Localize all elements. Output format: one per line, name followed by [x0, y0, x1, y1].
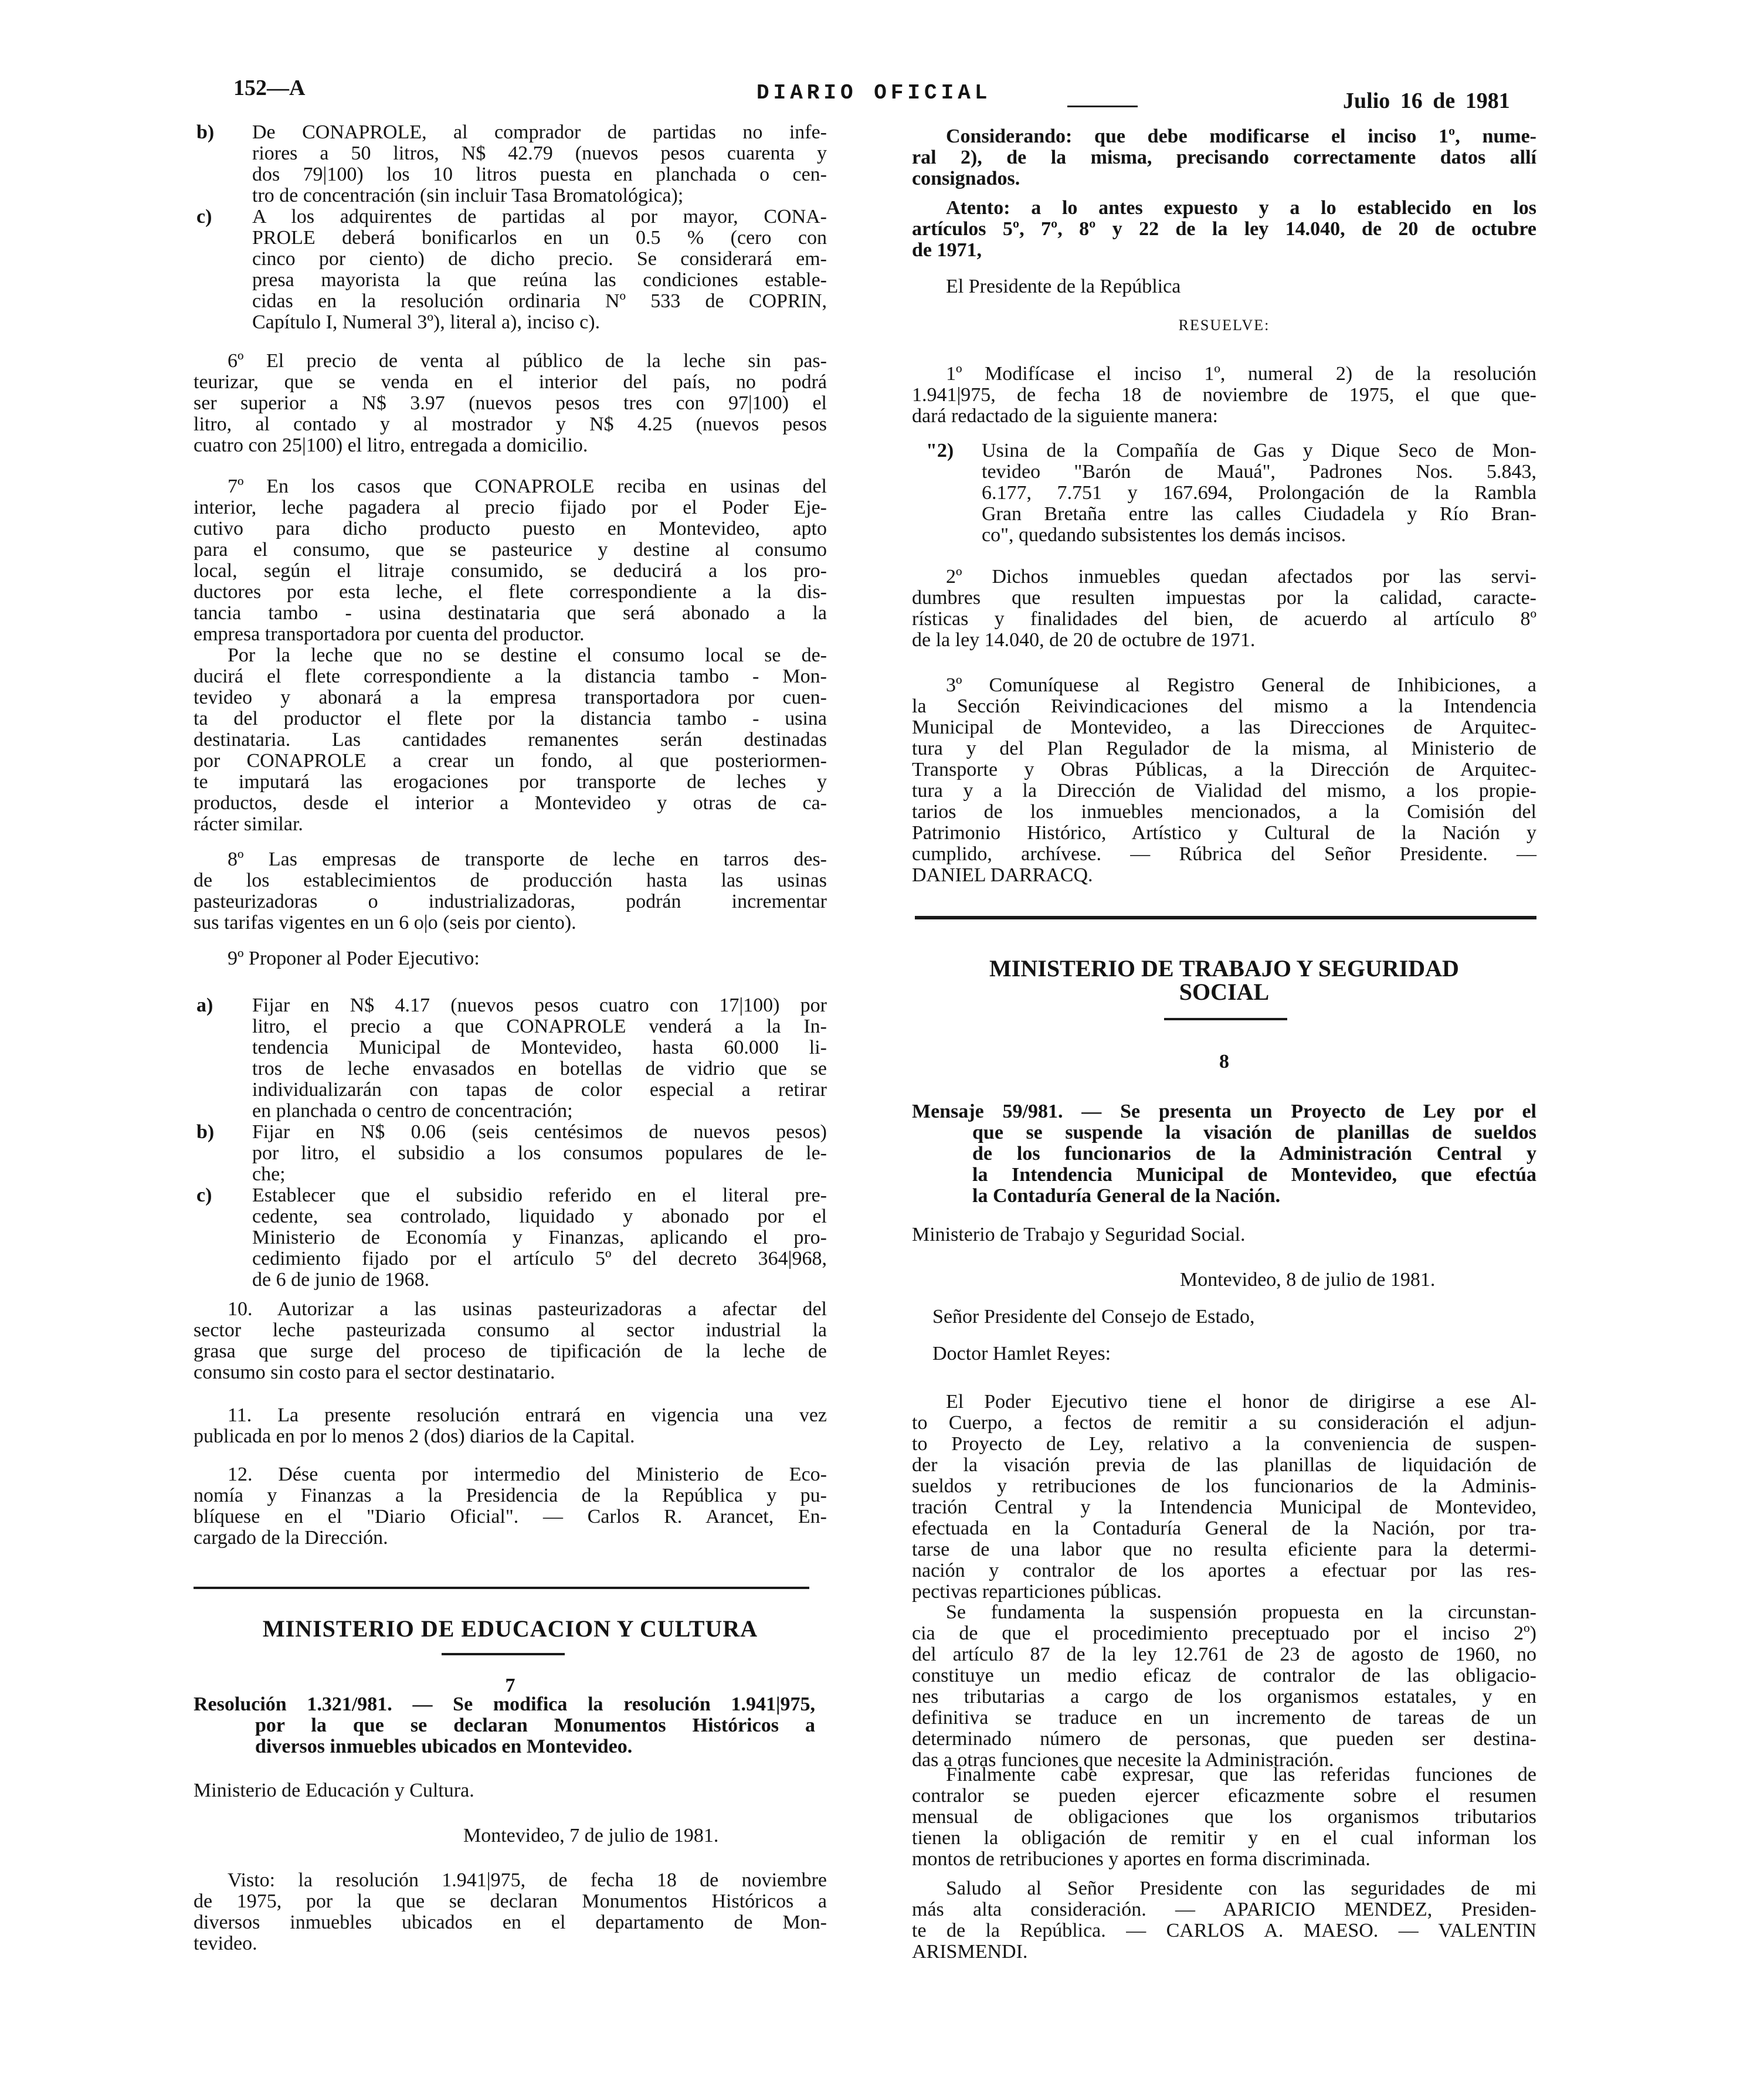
- text-line: nes tributarias a cargo de los organismos estatales, y en: [912, 1686, 1536, 1707]
- article-7-continued: [194, 645, 827, 835]
- text-line: cumplido, archívese. — Rúbrica del Señor Presidente. —: [912, 843, 1536, 865]
- text-line: der la visación previa de las planillas de liquidación de: [912, 1454, 1536, 1476]
- text-line: rácter similar.: [194, 813, 303, 835]
- text-line: de 1971,: [912, 239, 982, 261]
- text-line: ral 2), de la misma, precisando correctamente datos allí: [912, 147, 1536, 168]
- text-line: tura y del Plan Regulador de la misma, al Ministerio de: [912, 738, 1536, 759]
- text-line: Finalmente cabe expresar, que las referidas funciones de: [946, 1764, 1536, 1785]
- text-line: de 6 de junio de 1968.: [252, 1269, 430, 1291]
- text-line: definitiva se traduce en un incremento de tareas de un: [912, 1707, 1536, 1729]
- text-line: ta del productor el flete por la distancia tambo - usina: [194, 708, 827, 729]
- text-line: consignados.: [912, 168, 1020, 189]
- text-line: 3º Comuníquese al Registro General de Inhibiciones, a: [946, 674, 1536, 696]
- text-line: 1º Modifícase el inciso 1º, numeral 2) de la resolución: [946, 363, 1536, 385]
- text-line: tura y a la Dirección de Vialidad del mismo, a los propie-: [912, 780, 1536, 802]
- text-line: la Sección Reivindicaciones del mismo a la Intendencia: [912, 695, 1536, 717]
- heading-underline: [1164, 1018, 1287, 1020]
- section-number: 7: [505, 1675, 515, 1696]
- text-line: co", quedando subsistentes los demás incisos.: [982, 524, 1346, 546]
- text-line: dumbres que resulten impuestas por la calidad, caracte-: [912, 587, 1536, 609]
- ministry-heading-line-2: SOCIAL: [1179, 979, 1270, 1005]
- text-line: dará redactado de la siguiente manera:: [912, 405, 1219, 427]
- text-line: por CONAPROLE a crear un fondo, al que posteriormen-: [194, 750, 827, 772]
- text-line: Se fundamenta la suspensión propuesta en la circunstan-: [946, 1601, 1536, 1623]
- text-line: to Cuerpo, a fectos de remitir a su consideración el adjun-: [912, 1412, 1536, 1434]
- text-line: litro, el precio a que CONAPROLE venderá a la In-: [252, 1016, 827, 1037]
- text-line: DANIEL DARRACQ.: [912, 864, 1093, 886]
- text-line: artículos 5º, 7º, 8º y 22 de la ley 14.040, de 20 de octubre: [912, 218, 1536, 240]
- text-line: más alta consideración. — APARICIO MENDEZ, Presiden-: [912, 1899, 1536, 1920]
- text-line: cedente, sea controlado, liquidado y abonado por el: [252, 1206, 827, 1227]
- list-marker: b): [196, 1121, 215, 1143]
- text-line: ser superior a N$ 3.97 (nuevos pesos tres con 97|100) el: [194, 392, 827, 414]
- item-9b: [196, 1121, 827, 1185]
- text-line: diversos inmuebles ubicados en Montevideo.: [255, 1736, 633, 1757]
- text-line: cia de que el procedimiento preceptuado por el inciso 2º): [912, 1622, 1536, 1644]
- text-line: para el consumo, que se pasteurice y destine al consumo: [194, 539, 827, 561]
- text-line: tevideo.: [194, 1933, 257, 1954]
- text-line: ARISMENDI.: [912, 1941, 1028, 1963]
- text-line: productos, desde el interior a Montevideo y otras de ca-: [194, 792, 827, 814]
- text-line: das a otras funciones que necesite la Administración.: [912, 1749, 1334, 1771]
- resolve-article-3: [912, 675, 1536, 886]
- text-line: constituye un medio eficaz de contralor de las obligacio-: [912, 1665, 1536, 1686]
- text-line: 6.177, 7.751 y 167.694, Prolongación de la Rambla: [982, 482, 1536, 504]
- text-line: tarios de los inmuebles mencionados, a la Comisión del: [912, 801, 1536, 823]
- heading-underline: [442, 1653, 565, 1655]
- mensaje-summary: [972, 1122, 1536, 1207]
- text-line: Ministerio de Economía y Finanzas, aplicando el pro-: [252, 1227, 827, 1248]
- text-line: A los adquirentes de partidas al por mayor, CONA-: [252, 206, 827, 228]
- article-8: [194, 849, 827, 933]
- text-line: que se suspende la visación de planillas de sueldos: [972, 1122, 1536, 1143]
- text-line: Visto: la resolución 1.941|975, de fecha 18 de noviembre: [228, 1869, 827, 1891]
- place-date: Montevideo, 7 de julio de 1981.: [463, 1825, 719, 1846]
- ministry-heading: MINISTERIO DE EDUCACION Y CULTURA: [262, 1615, 758, 1642]
- text-line: teurizar, que se venda en el interior del país, no podrá: [194, 371, 827, 393]
- text-line: diversos inmuebles ubicados en el departamento de Mon-: [194, 1912, 827, 1933]
- item-9a: [196, 994, 827, 1122]
- section-divider: [915, 916, 1536, 919]
- text-line: 11. La presente resolución entrará en vigencia una vez: [228, 1404, 827, 1426]
- text-line: local, según el litraje consumido, se deducirá a los pro-: [194, 560, 827, 582]
- list-marker: a): [196, 994, 213, 1016]
- list-marker: c): [196, 1184, 212, 1206]
- text-line: en planchada o centro de concentración;: [252, 1100, 573, 1122]
- text-line: 2º Dichos inmuebles quedan afectados por las servi-: [946, 566, 1536, 588]
- text-line: De CONAPROLE, al comprador de partidas no infe-: [252, 121, 827, 143]
- text-line: Por la leche que no se destine el consumo local se de-: [228, 644, 827, 666]
- text-line: de los establecimientos de producción hasta las usinas: [194, 870, 827, 891]
- text-line: determinado número de personas, que pueden ser destina-: [912, 1728, 1536, 1750]
- text-line: tro de concentración (sin incluir Tasa Bromatológica);: [252, 185, 684, 206]
- section-divider: [194, 1587, 809, 1589]
- text-line: tarse de una labor que no resulta eficiente para la determi-: [912, 1539, 1536, 1560]
- list-marker: "2): [926, 440, 954, 461]
- text-line: rísticas y finalidades del bien, de acuerdo al artículo 8º: [912, 608, 1536, 630]
- text-line: 7º En los casos que CONAPROLE reciba en usinas del: [228, 476, 827, 497]
- article-10: [194, 1299, 827, 1383]
- text-line: tancia tambo - usina destinataria que será abonado a la: [194, 602, 827, 624]
- text-line: cedimiento fijado por el artículo 5º del decreto 364|968,: [252, 1248, 827, 1269]
- text-line: sueldos y retribuciones de los funcionarios de la Adminis-: [912, 1475, 1536, 1497]
- section-number: 8: [1219, 1051, 1229, 1072]
- article-11: [194, 1405, 827, 1447]
- text-line: de los funcionarios de la Administración Central y: [972, 1143, 1536, 1165]
- text-line: 10. Autorizar a las usinas pasteurizadoras a afectar del: [228, 1298, 827, 1320]
- text-line: Establecer que el subsidio referido en el literal pre-: [252, 1184, 827, 1206]
- text-line: 12. Dése cuenta por intermedio del Ministerio de Eco-: [228, 1464, 827, 1485]
- text-line: cidas en la resolución ordinaria Nº 533 de COPRIN,: [252, 290, 827, 312]
- text-line: che;: [252, 1163, 286, 1185]
- text-line: cinco por ciento) de dicho precio. Se considerará em-: [252, 248, 827, 270]
- atento-paragraph: [912, 198, 1536, 261]
- text-line: la Intendencia Municipal de Montevideo, que efectúa: [972, 1164, 1536, 1186]
- text-line: por la que se declaran Monumentos Históricos a: [255, 1715, 815, 1736]
- text-line: interior, leche pagadera al precio fijado por el Poder Eje-: [194, 497, 827, 518]
- text-line: contralor se pueden ejercer eficazmente sobre el resumen: [912, 1785, 1536, 1807]
- place-date: Montevideo, 8 de julio de 1981.: [1180, 1269, 1436, 1291]
- text-line: nomía y Finanzas a la Presidencia de la República y pu-: [194, 1485, 827, 1506]
- resolution-summary: [194, 1694, 815, 1757]
- visto-paragraph: [194, 1870, 827, 1954]
- text-line: Resolución 1.321/981. — Se modifica la resolución 1.941|975,: [194, 1693, 815, 1715]
- item-c: [196, 206, 827, 333]
- addressee: Doctor Hamlet Reyes:: [932, 1343, 1111, 1364]
- text-line: Transporte y Obras Públicas, a la Dirección de Arquitec-: [912, 759, 1536, 780]
- text-line: tevideo "Barón de Mauá", Padrones Nos. 5.843,: [982, 461, 1536, 483]
- text-line: pasteurizadoras o industrializadoras, podrán incrementar: [194, 891, 827, 912]
- article-12: [194, 1464, 827, 1549]
- article-9: [194, 948, 827, 969]
- text-line: la Contaduría General de la Nación.: [972, 1185, 1281, 1207]
- text-line: Capítulo I, Numeral 3º), literal a), inciso c).: [252, 311, 601, 333]
- list-marker: b): [196, 121, 215, 143]
- poder-paragraph: [912, 1391, 1536, 1603]
- text-line: grasa que surge del proceso de tipificación de la leche de: [194, 1340, 827, 1362]
- text-line: por litro, el subsidio a los consumos populares de le-: [252, 1142, 827, 1164]
- publication-title: DIARIO OFICIAL: [757, 81, 992, 105]
- text-line: Saludo al Señor Presidente con las seguridades de mi: [946, 1878, 1536, 1899]
- text-line: cutivo para dicho producto puesto en Montevideo, apto: [194, 518, 827, 539]
- text-line: Municipal de Montevideo, a las Direcciones de Arquitec-: [912, 717, 1536, 738]
- text-line: El Poder Ejecutivo tiene el honor de dirigirse a ese Al-: [946, 1391, 1536, 1413]
- text-line: tevideo y abonará a la empresa transportadora por cuen-: [194, 687, 827, 708]
- text-line: cargado de la Dirección.: [194, 1527, 388, 1549]
- text-line: 8º Las empresas de transporte de leche en tarros des-: [228, 848, 827, 870]
- text-line: tendencia Municipal de Montevideo, hasta 60.000 li-: [252, 1037, 827, 1058]
- salutation: Señor Presidente del Consejo de Estado,: [932, 1306, 1255, 1328]
- text-line: Usina de la Compañía de Gas y Dique Seco de Mon-: [982, 440, 1536, 461]
- text-line: ducirá el flete correspondiente a la distancia tambo - Mon-: [194, 666, 827, 687]
- text-line: riores a 50 litros, N$ 42.79 (nuevos pesos cuarenta y: [252, 142, 827, 164]
- text-line: Gran Bretaña entre las calles Ciudadela y Río Bran-: [982, 503, 1536, 525]
- page-number: 152—A: [233, 76, 306, 100]
- text-line: blíquese en el "Diario Oficial". — Carlos R. Arancet, En-: [194, 1506, 827, 1527]
- text-line: de la ley 14.040, de 20 de octubre de 1971.: [912, 629, 1256, 651]
- text-line: 6º El precio de venta al público de la leche sin pas-: [228, 350, 827, 372]
- text-line: cuatro con 25|100) el litro, entregada a domicilio.: [194, 434, 588, 456]
- text-line: mensual de obligaciones que los organismos tributarios: [912, 1806, 1536, 1828]
- text-line: nación y contralor de los aportes a efectuar por las res-: [912, 1560, 1536, 1581]
- ministry-line: Ministerio de Educación y Cultura.: [194, 1780, 474, 1801]
- item-b: [196, 121, 827, 206]
- fundamenta-paragraph: [912, 1602, 1536, 1771]
- text-line: del artículo 87 de la ley 12.761 de 23 de agosto de 1960, no: [912, 1644, 1536, 1665]
- quoted-numeral-2: [926, 440, 1536, 546]
- text-line: PROLE deberá bonificarlos en un 0.5 % (cero con: [252, 227, 827, 249]
- text-line: te imputará las erogaciones por transporte de leches y: [194, 771, 827, 793]
- text-line: publicada en por lo menos 2 (dos) diarios de la Capital.: [194, 1425, 635, 1447]
- text-line: sus tarifas vigentes en un 6 o|o (seis por ciento).: [194, 912, 576, 933]
- text-line: presa mayorista la que reúna las condiciones estable-: [252, 269, 827, 291]
- text-line: litro, al contado y al mostrador y N$ 4.25 (nuevos pesos: [194, 413, 827, 435]
- text-line: Considerando: que debe modificarse el inciso 1º, nume-: [946, 125, 1536, 147]
- text-line: de 1975, por la que se declaran Monumentos Históricos a: [194, 1890, 827, 1912]
- text-line: sector leche pasteurizada consumo al sector industrial la: [194, 1319, 827, 1341]
- text-line: pectivas reparticiones públicas.: [912, 1581, 1162, 1603]
- text-line: tienen la obligación de remitir y en el cual informan los: [912, 1827, 1536, 1849]
- text-line: Fijar en N$ 4.17 (nuevos pesos cuatro con 17|100) por: [252, 994, 827, 1016]
- text-line: montos de retribuciones y aportes en forma discriminada.: [912, 1848, 1371, 1870]
- item-9c: [196, 1184, 827, 1291]
- resolve-article-2: [912, 566, 1536, 651]
- text-line: destinataria. Las cantidades remanentes serán destinadas: [194, 729, 827, 751]
- ministry-line: Ministerio de Trabajo y Seguridad Social.: [912, 1224, 1246, 1245]
- text-line: efectuada en la Contaduría General de la Nación, por tra-: [912, 1518, 1536, 1539]
- text-line: ductores por esta leche, el flete correspondiente a la dis-: [194, 581, 827, 603]
- text-line: empresa transportadora por cuenta del productor.: [194, 623, 585, 645]
- issuer-line: El Presidente de la República: [946, 276, 1181, 297]
- text-line: dos 79|100) los 10 litros puesta en planchada o cen-: [252, 164, 827, 185]
- text-line: tración Central y la Intendencia Municipal de Montevideo,: [912, 1496, 1536, 1518]
- text-line: 9º Proponer al Poder Ejecutivo:: [228, 948, 480, 969]
- article-6: [194, 351, 827, 456]
- text-line: Fijar en N$ 0.06 (seis centésimos de nuevos pesos): [252, 1121, 827, 1143]
- considerando-paragraph: [912, 126, 1536, 189]
- finalmente-paragraph: [912, 1764, 1536, 1870]
- saludo-paragraph: [912, 1878, 1536, 1963]
- text-line: individualizarán con tapas de color especial a retirar: [252, 1079, 827, 1101]
- resolve-article-1: [912, 364, 1536, 427]
- mensaje-title: Mensaje 59/981. — Se presenta un Proyecto de Ley por el: [912, 1101, 1536, 1122]
- resuelve-label: RESUELVE:: [1178, 317, 1270, 334]
- text-line: 1.941|975, de fecha 18 de noviembre de 1975, el que que-: [912, 384, 1536, 406]
- issue-date: Julio 16 de 1981: [1343, 89, 1510, 113]
- text-line: to Proyecto de Ley, relativo a la conveniencia de suspen-: [912, 1433, 1536, 1455]
- header-rule: [1067, 106, 1138, 107]
- text-line: consumo sin costo para el sector destinatario.: [194, 1362, 555, 1383]
- text-line: Patrimonio Histórico, Artístico y Cultural de la Nación y: [912, 822, 1536, 844]
- text-line: tros de leche envasados en botellas de vidrio que se: [252, 1058, 827, 1079]
- ministry-heading-line-1: MINISTERIO DE TRABAJO Y SEGURIDAD: [989, 955, 1459, 982]
- list-marker: c): [196, 206, 212, 228]
- article-7: [194, 476, 827, 645]
- text-line: Atento: a lo antes expuesto y a lo establecido en los: [946, 197, 1536, 219]
- text-line: te de la República. — CARLOS A. MAESO. — VALENTIN: [912, 1920, 1536, 1941]
